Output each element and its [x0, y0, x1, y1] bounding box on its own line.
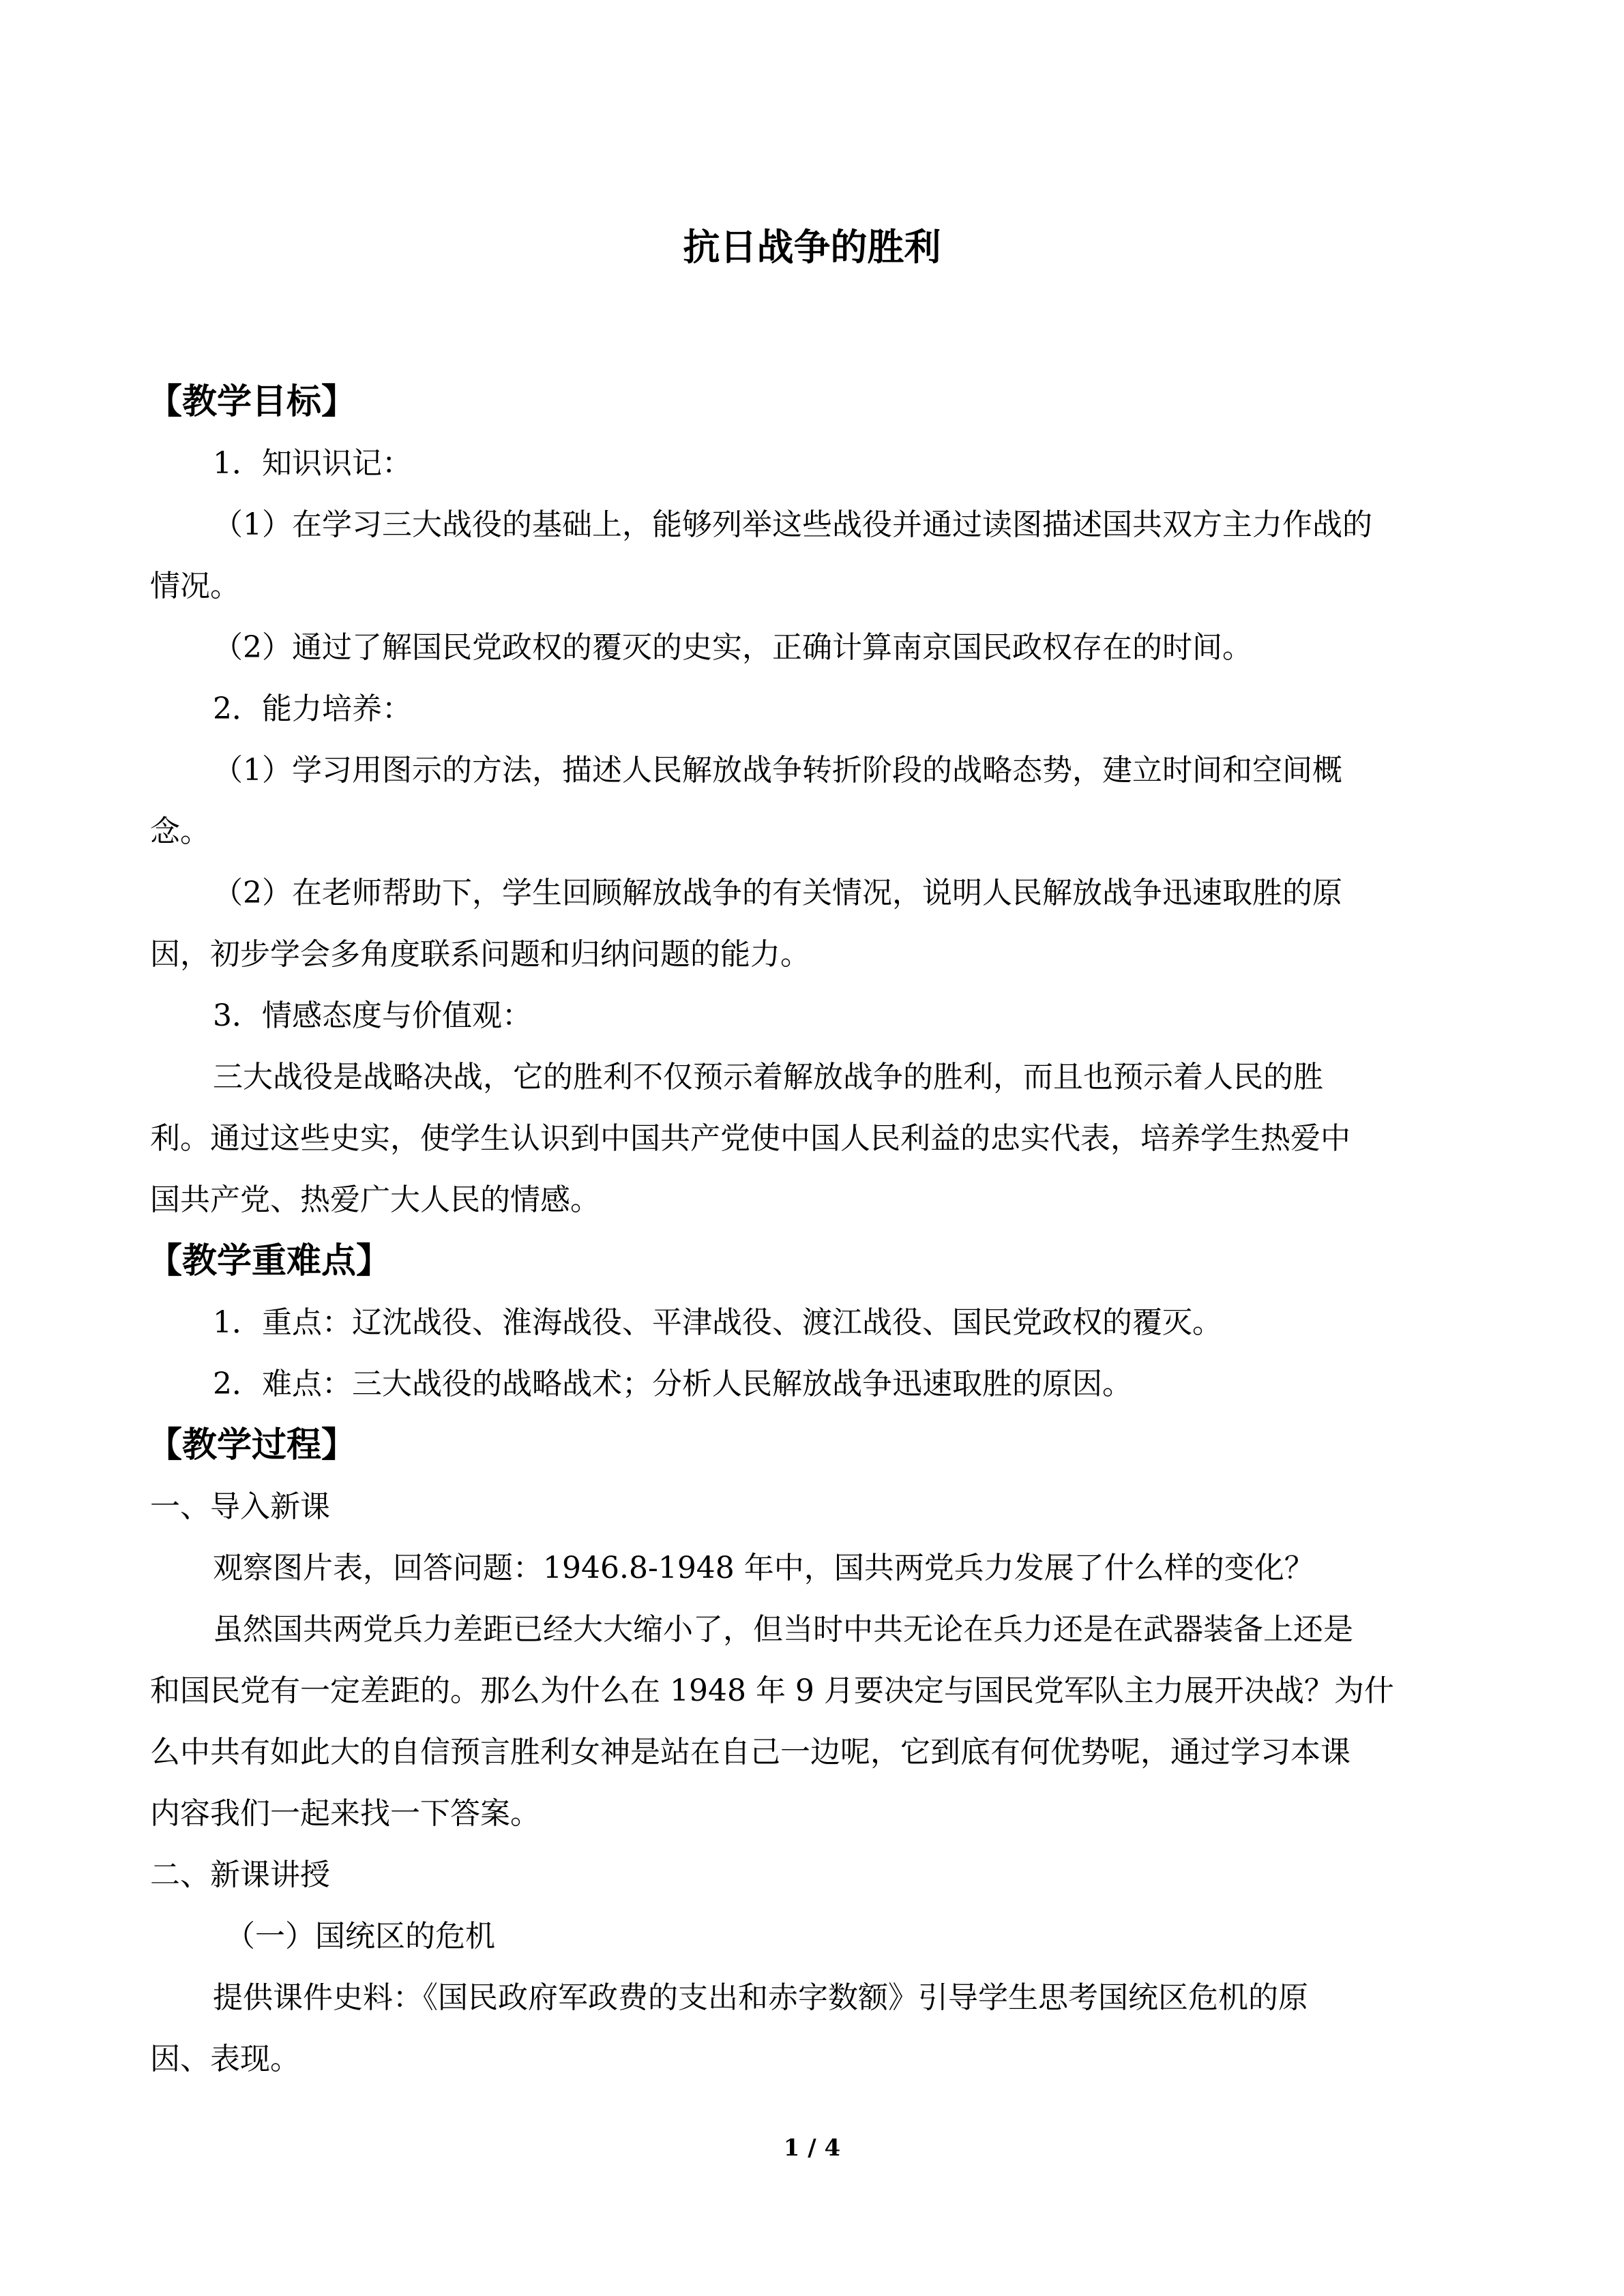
- new-lesson-heading: 二、新课讲授: [150, 1858, 330, 1892]
- subsection-1-paragraph-line-1: 提供课件史料：《国民政府军政费的支出和赤字数额》引导学生思考国统区危机的原: [213, 1980, 1308, 2015]
- objectives-heading: 【教学目标】: [147, 382, 357, 422]
- document-title: 抗日战争的胜利: [683, 226, 941, 269]
- ability-item-2-line-1: （2）在老师帮助下，学生回顾解放战争的有关情况，说明人民解放战争迅速取胜的原: [213, 876, 1342, 910]
- knowledge-item-1-line-1: （1）在学习三大战役的基础上，能够列举这些战役并通过读图描述国共双方主力作战的: [213, 507, 1372, 542]
- knowledge-item-1-line-2: 情况。: [150, 569, 240, 603]
- ability-item-1-line-2: 念。: [150, 814, 210, 849]
- emotion-label: 3．情感态度与价值观：: [213, 998, 532, 1033]
- knowledge-item-2: （2）通过了解国民党政权的覆灭的史实，正确计算南京国民政权存在的时间。: [213, 630, 1252, 665]
- ability-item-1-line-1: （1）学习用图示的方法，描述人民解放战争转折阶段的战略态势，建立时间和空间概: [213, 753, 1342, 788]
- emotion-paragraph-line-2: 利。通过这些史实，使学生认识到中国共产党使中国人民利益的忠实代表，培养学生热爱中: [150, 1121, 1350, 1156]
- ability-label: 2．能力培养：: [213, 691, 412, 726]
- intro-paragraph-line-1: 虽然国共两党兵力差距已经大大缩小了，但当时中共无论在兵力还是在武器装备上还是: [213, 1612, 1353, 1647]
- ability-item-2-line-2: 因，初步学会多角度联系问题和归纳问题的能力。: [150, 937, 810, 972]
- intro-paragraph-line-4: 内容我们一起来找一下答案。: [150, 1796, 540, 1831]
- key-focus: 1．重点：辽沈战役、淮海战役、平津战役、渡江战役、国民党政权的覆灭。: [213, 1305, 1222, 1340]
- subsection-1-paragraph-line-2: 因、表现。: [150, 2042, 300, 2076]
- document-body: [147, 372, 1480, 2090]
- key-difficulty: 2．难点：三大战役的战略战术；分析人民解放战争迅速取胜的原因。: [213, 1367, 1132, 1401]
- subsection-1-heading: （一）国统区的危机: [225, 1919, 495, 1954]
- key-points-heading: 【教学重难点】: [147, 1241, 392, 1281]
- process-heading: 【教学过程】: [147, 1425, 357, 1465]
- knowledge-label: 1．知识识记：: [213, 446, 412, 481]
- page-number: 1 / 4: [783, 2134, 841, 2162]
- intro-paragraph-line-3: 么中共有如此大的自信预言胜利女神是站在自己一边呢，它到底有何优势呢，通过学习本课: [150, 1735, 1350, 1770]
- intro-paragraph-line-2: 和国民党有一定差距的。那么为什么在 1948 年 9 月要决定与国民党军队主力展开决战？为什: [150, 1673, 1394, 1708]
- emotion-paragraph-line-3: 国共产党、热爱广大人民的情感。: [150, 1182, 600, 1217]
- intro-section-heading: 一、导入新课: [150, 1489, 330, 1524]
- emotion-paragraph-line-1: 三大战役是战略决战，它的胜利不仅预示着解放战争的胜利，而且也预示着人民的胜: [213, 1060, 1323, 1094]
- intro-question: 观察图片表，回答问题：1946.8-1948 年中，国共两党兵力发展了什么样的变化？: [213, 1551, 1314, 1585]
